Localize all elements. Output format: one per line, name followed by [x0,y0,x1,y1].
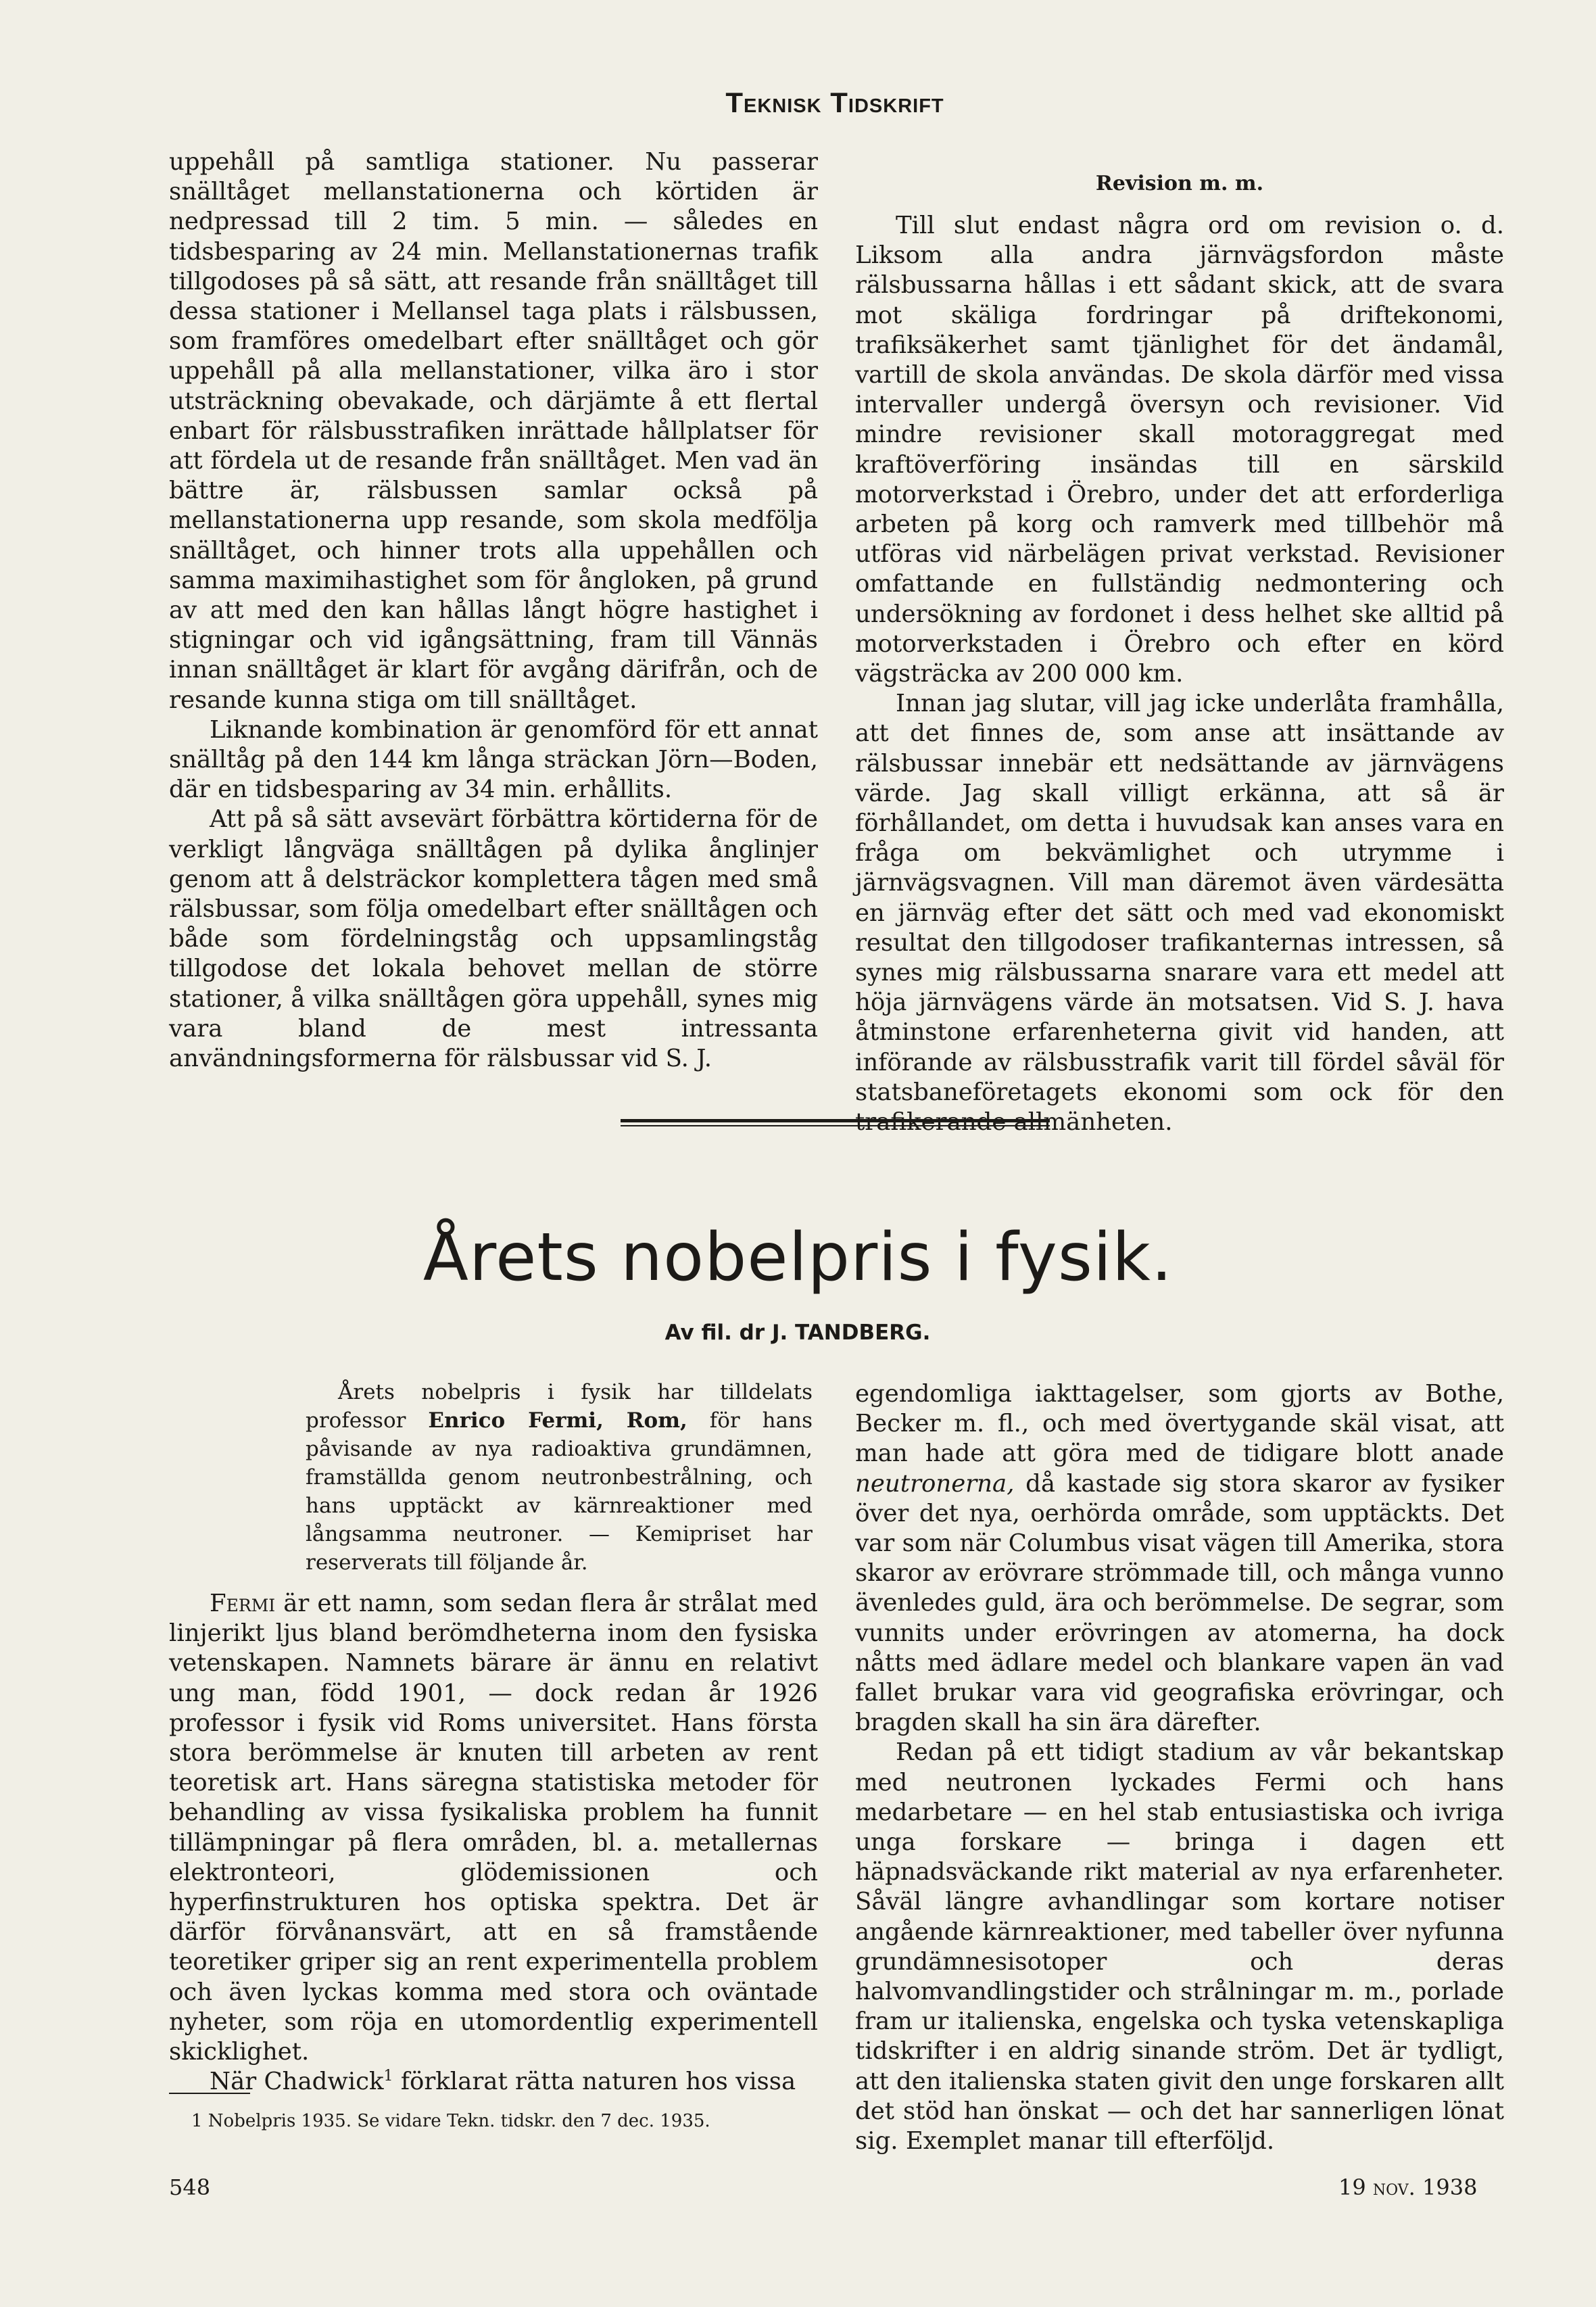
paragraph: Innan jag slutar, vill jag icke underlåta framhålla, att det finnes de, som anse att insättande av rälsbussar innebär ett nedsättande av järnvägens värde. Jag skall villigt erkänna, att så är förhållandet, om detta i huvudsak kan anses vara en fråga om bekvämlighet och utrymme i järnvägsvagnen. Vill man däremot även värdesätta en järnväg efter det sätt och med vad ekonomiskt resultat den tillgodoser trafikanternas intressen, så synes mig rälsbussarna snarare vara ett medel att höja järnvägens värde än motsatsen. Vid S. J. hava åtminstone erfarenheterna givit vid handen, att införande av rälsbusstrafik varit till fördel såväl för statsbaneföretagets ekonomi som ock för den trafikerande allmänheten. [855,690,1504,1137]
paragraph [169,2067,818,2097]
paragraph: Liknande kombination är genomförd för ett annat snälltåg på den 144 km långa sträckan Jörn—Boden, där en tidsbesparing av 34 min. erhållits. [169,715,818,804]
section-subheading: Revision m. m. [1095,172,1264,195]
footnote: 1 Nobelpris 1935. Se vidare Tekn. tidskr. den 7 dec. 1935. [191,2111,710,2131]
article-right-column [855,1379,1504,2156]
journal-masthead: Teknisk Tidskrift [725,87,944,118]
article-left-column [169,1589,818,2097]
abstract-text: för hans påvisande av nya radioaktiva grundämnen, framställda genom neutronbestrålning, och hans upptäckt av kärnreaktioner med långsamma neutroner. — Kemipriset har reserverats till följande år. [306,1408,813,1575]
paragraph-text: När Chadwick [210,2068,384,2096]
top-right-column [855,169,1504,1137]
paragraph-text: är ett namn, som sedan flera år strålat med linjerikt ljus bland berömdheterna inom den fysiska vetenskapen. Namnets bärare är ännu en relativt ung man, född 1901, — dock redan år 1926 professor i fysik vid Roms universitet. Hans första stora berömmelse är knuten till arbeten av rent teoretisk art. Hans säregna statistiska metoder för behandling av vissa fysikaliska problem ha funnit tillämpningar på flera områden, bl. a. metallernas elektronteori, glödemissionen och hyperfinstrukturen hos optiska spektra. Det är därför förvånansvärt, att en så framstående teoretiker griper sig an rent experimentella problem och även lyckas komma med stora och oväntade nyheter, som röja en utomordentlig experimentell skicklighet. [169,1590,818,2066]
abstract-text: Årets nobelpris i fysik har tilldelats professor [306,1380,813,1433]
emphasis: neutronerna, [855,1469,1015,1498]
paragraph: Till slut endast några ord om revision o. d. Liksom alla andra järnvägsfordon måste rälsbussarna hållas i ett sådant skick, att de svara mot skäliga fordringar på driftekonomi, trafiksäkerhet samt tjänlighet för det ändamål, vartill de skola användas. De skola därför med vissa intervaller undergå översyn och revisioner. Vid mindre revisioner skall motoraggregat med kraftöverföring insändas till en särskild motorverkstad i Örebro, under det att erforderliga arbeten på korg och ramverk med tillbehör må utföras vid närbelägen privat verkstad. Revisioner omfattande en fullständig nedmontering och undersökning av fordonet i dess helhet ske alltid på motorverkstaden i Örebro och efter en körd vägsträcka av 200 000 km. [855,212,1504,688]
article-title: Årets nobelpris i fysik. [422,1219,1174,1296]
paragraph-text: då kastade sig stora skaror av fysiker över det nya, oerhörda område, som upptäckts. Det var som när Columbus visat vägen till Amerika, stora skaror av erövrare strömmade till, och många vunno ävenledes guld, ära och berömmelse. De segrar, som vunnits under erövringen av atomerna, ha dock nåtts med ädlare medel och blankare vapen än vad fallet brukar vara vid geografiska erövringar, och bragden skall ha sin ära därefter. [855,1469,1504,1737]
paragraph [855,1379,1504,1738]
paragraph: Att på så sätt avsevärt förbättra körtiderna för de verkligt långväga snälltågen på dylika ånglinjer genom att å delsträckor komplettera tågen med små rälsbussar, som följa omedelbart efter snälltågen och både som fördelningståg och uppsamlingståg tillgodose det lokala behovet mellan de större stationer, å vilka snälltågen göra uppehåll, synes mig vara bland de mest intressanta användningsformerna för rälsbussar vid S. J. [169,805,818,1073]
issue-date: 19 nov. 1938 [1338,2174,1478,2200]
abstract-paragraph [306,1378,813,1577]
footnote-marker: 1 [383,2068,393,2085]
footnote-rule [169,2093,250,2094]
page-number: 548 [169,2174,211,2200]
article-abstract [306,1378,813,1577]
paragraph [169,1589,818,2067]
paragraph-text: egendomliga iakttagelser, som gjorts av Bothe, Becker m. fl., och med övertygande skäl visat, att man hade att göra med de tidigare blott anade [855,1380,1504,1468]
paragraph: Redan på ett tidigt stadium av vår bekantskap med neutronen lyckades Fermi och hans medarbetare — en hel stab entusiastiska och ivriga unga forskare — bringa i dagen ett häpnadsväckande rikt material av nya erfarenheter. Såväl längre avhandlingar som kortare notiser angående kärnreaktioner, med tabeller över nyfunna grundämnesisotoper och deras halvomvandlingstider och strålningar m. m., porlade fram ur italienska, engelska och tyska vetenskapliga tidskrifter i en aldrig sinande ström. Det är tydligt, att den italienska staten givit den unge forskaren allt det stöd han önskat — och det har sannerligen lönat sig. Exemplet manar till efterföljd. [855,1738,1504,2156]
paragraph: uppehåll på samtliga stationer. Nu passerar snälltåget mellanstationerna och körtiden är nedpressad till 2 tim. 5 min. — således en tidsbesparing av 24 min. Mellanstationernas trafik tillgodoses på så sätt, att resande från snälltåget till dessa stationer i Mellansel taga plats i rälsbussen, som framföres omedelbart efter snälltåget och gör uppehåll på alla mellanstationer, vilka äro i stor utsträckning obevakade, och därjämte å ett flertal enbart för rälsbusstrafiken inrättade hållplatser för att fördela ut de resande från snälltåget. Men vad än bättre är, rälsbussen samlar också på mellanstationerna upp resande, som skola medfölja snälltåget, och hinner trots alla uppehållen och samma maximihastighet som för ångloken, på grund av att med den kan hållas långt högre hastighet i stigningar och vid igångsättning, fram till Vännäs innan snälltåget är klart för avgång därifrån, och de resande kunna stiga om till snälltåget. [169,148,818,714]
paragraph-text: förklarat rätta naturen hos vissa [393,2068,796,2096]
lead-word: Fermi [210,1590,276,1617]
laureate-name: Enrico Fermi, Rom, [428,1408,687,1433]
section-divider [621,1119,1050,1126]
top-left-column [169,147,818,1074]
article-byline: Av fil. dr J. TANDBERG. [664,1321,931,1345]
